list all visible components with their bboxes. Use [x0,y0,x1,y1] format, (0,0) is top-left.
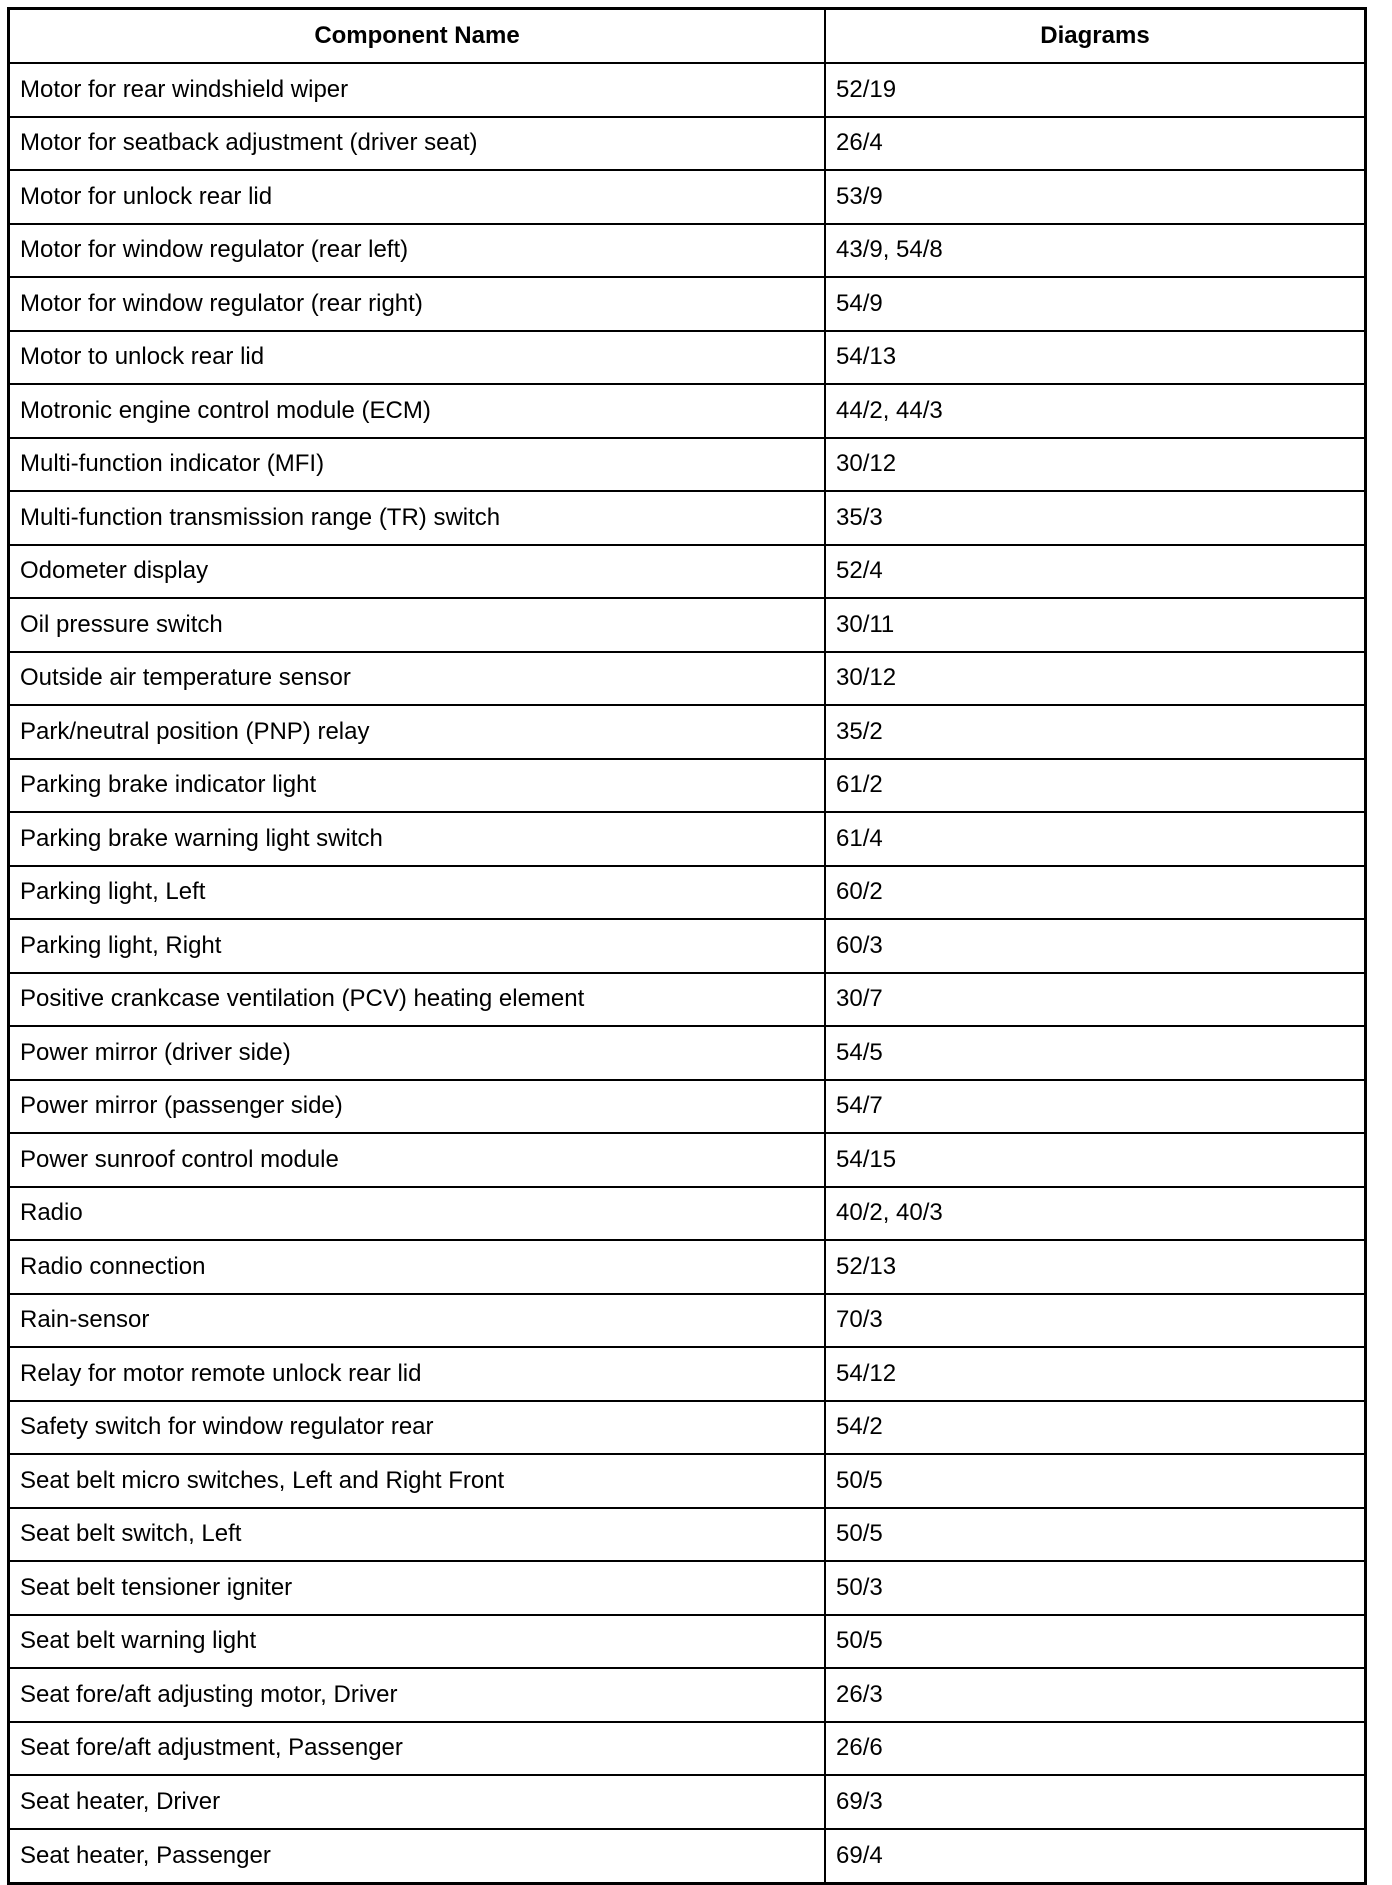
component-name-cell: Motor for window regulator (rear left) [10,224,825,278]
table-row [10,63,1364,117]
component-name-cell: Power mirror (passenger side) [10,1080,825,1134]
component-name-cell: Power mirror (driver side) [10,1026,825,1080]
component-name-cell: Motor for rear windshield wiper [10,63,825,117]
diagrams-cell: 26/6 [825,1722,1364,1776]
component-name-cell: Seat fore/aft adjusting motor, Driver [10,1668,825,1722]
component-name-cell: Positive crankcase ventilation (PCV) heating element [10,973,825,1027]
diagrams-cell: 44/2, 44/3 [825,384,1364,438]
header-component-name: Component Name [10,10,825,63]
component-table [7,7,1367,1885]
table-row [10,1347,1364,1401]
component-name-cell: Seat belt warning light [10,1615,825,1669]
table-row [10,1615,1364,1669]
component-name-cell: Multi-function transmission range (TR) switch [10,491,825,545]
diagrams-cell: 43/9, 54/8 [825,224,1364,278]
component-name-cell: Oil pressure switch [10,598,825,652]
component-diagram-table [10,10,1364,1882]
diagrams-cell: 61/2 [825,759,1364,813]
component-name-cell: Seat belt switch, Left [10,1508,825,1562]
table-row [10,170,1364,224]
component-name-cell: Parking light, Right [10,919,825,973]
table-row [10,866,1364,920]
diagrams-cell: 50/5 [825,1508,1364,1562]
table-row [10,117,1364,171]
diagrams-cell: 26/4 [825,117,1364,171]
diagrams-cell: 54/2 [825,1401,1364,1455]
diagrams-cell: 70/3 [825,1294,1364,1348]
component-name-cell: Multi-function indicator (MFI) [10,438,825,492]
component-name-cell: Motor for unlock rear lid [10,170,825,224]
table-row [10,973,1364,1027]
component-name-cell: Radio connection [10,1240,825,1294]
table-row [10,1722,1364,1776]
table-row [10,1187,1364,1241]
diagrams-cell: 60/3 [825,919,1364,973]
table-row [10,224,1364,278]
diagrams-cell: 50/5 [825,1454,1364,1508]
table-row [10,331,1364,385]
component-name-cell: Park/neutral position (PNP) relay [10,705,825,759]
component-name-cell: Seat fore/aft adjustment, Passenger [10,1722,825,1776]
table-row [10,1294,1364,1348]
table-row [10,705,1364,759]
diagrams-cell: 54/13 [825,331,1364,385]
component-name-cell: Seat belt micro switches, Left and Right Front [10,1454,825,1508]
diagrams-cell: 40/2, 40/3 [825,1187,1364,1241]
diagrams-cell: 54/12 [825,1347,1364,1401]
table-row [10,1668,1364,1722]
diagrams-cell: 52/4 [825,545,1364,599]
table-body [10,63,1364,1882]
component-name-cell: Motronic engine control module (ECM) [10,384,825,438]
diagrams-cell: 26/3 [825,1668,1364,1722]
table-row [10,1026,1364,1080]
diagrams-cell: 54/9 [825,277,1364,331]
table-row [10,1775,1364,1829]
diagrams-cell: 30/7 [825,973,1364,1027]
diagrams-cell: 30/11 [825,598,1364,652]
component-name-cell: Parking brake warning light switch [10,812,825,866]
diagrams-cell: 54/5 [825,1026,1364,1080]
diagrams-cell: 54/7 [825,1080,1364,1134]
component-name-cell: Relay for motor remote unlock rear lid [10,1347,825,1401]
table-row [10,1133,1364,1187]
table-row [10,1561,1364,1615]
diagrams-cell: 35/2 [825,705,1364,759]
component-name-cell: Power sunroof control module [10,1133,825,1187]
header-diagrams: Diagrams [825,10,1364,63]
table-row [10,812,1364,866]
diagrams-cell: 61/4 [825,812,1364,866]
table-row [10,598,1364,652]
component-name-cell: Parking brake indicator light [10,759,825,813]
diagrams-cell: 35/3 [825,491,1364,545]
diagrams-cell: 50/5 [825,1615,1364,1669]
table-row [10,652,1364,706]
component-name-cell: Outside air temperature sensor [10,652,825,706]
table-row [10,1454,1364,1508]
table-row [10,919,1364,973]
table-row [10,1829,1364,1883]
table-row [10,491,1364,545]
component-name-cell: Radio [10,1187,825,1241]
diagrams-cell: 52/19 [825,63,1364,117]
diagrams-cell: 50/3 [825,1561,1364,1615]
component-name-cell: Seat heater, Passenger [10,1829,825,1883]
table-row [10,438,1364,492]
diagrams-cell: 60/2 [825,866,1364,920]
diagrams-cell: 53/9 [825,170,1364,224]
table-row [10,1401,1364,1455]
table-row [10,545,1364,599]
table-row [10,759,1364,813]
component-name-cell: Seat belt tensioner igniter [10,1561,825,1615]
table-header-row [10,10,1364,63]
component-name-cell: Motor to unlock rear lid [10,331,825,385]
component-name-cell: Seat heater, Driver [10,1775,825,1829]
table-row [10,384,1364,438]
component-name-cell: Parking light, Left [10,866,825,920]
diagrams-cell: 30/12 [825,438,1364,492]
diagrams-cell: 52/13 [825,1240,1364,1294]
diagrams-cell: 54/15 [825,1133,1364,1187]
table-row [10,1508,1364,1562]
component-name-cell: Safety switch for window regulator rear [10,1401,825,1455]
diagrams-cell: 30/12 [825,652,1364,706]
diagrams-cell: 69/4 [825,1829,1364,1883]
component-name-cell: Motor for window regulator (rear right) [10,277,825,331]
diagrams-cell: 69/3 [825,1775,1364,1829]
component-name-cell: Motor for seatback adjustment (driver seat) [10,117,825,171]
table-row [10,1240,1364,1294]
component-name-cell: Rain-sensor [10,1294,825,1348]
table-row [10,277,1364,331]
component-name-cell: Odometer display [10,545,825,599]
table-row [10,1080,1364,1134]
